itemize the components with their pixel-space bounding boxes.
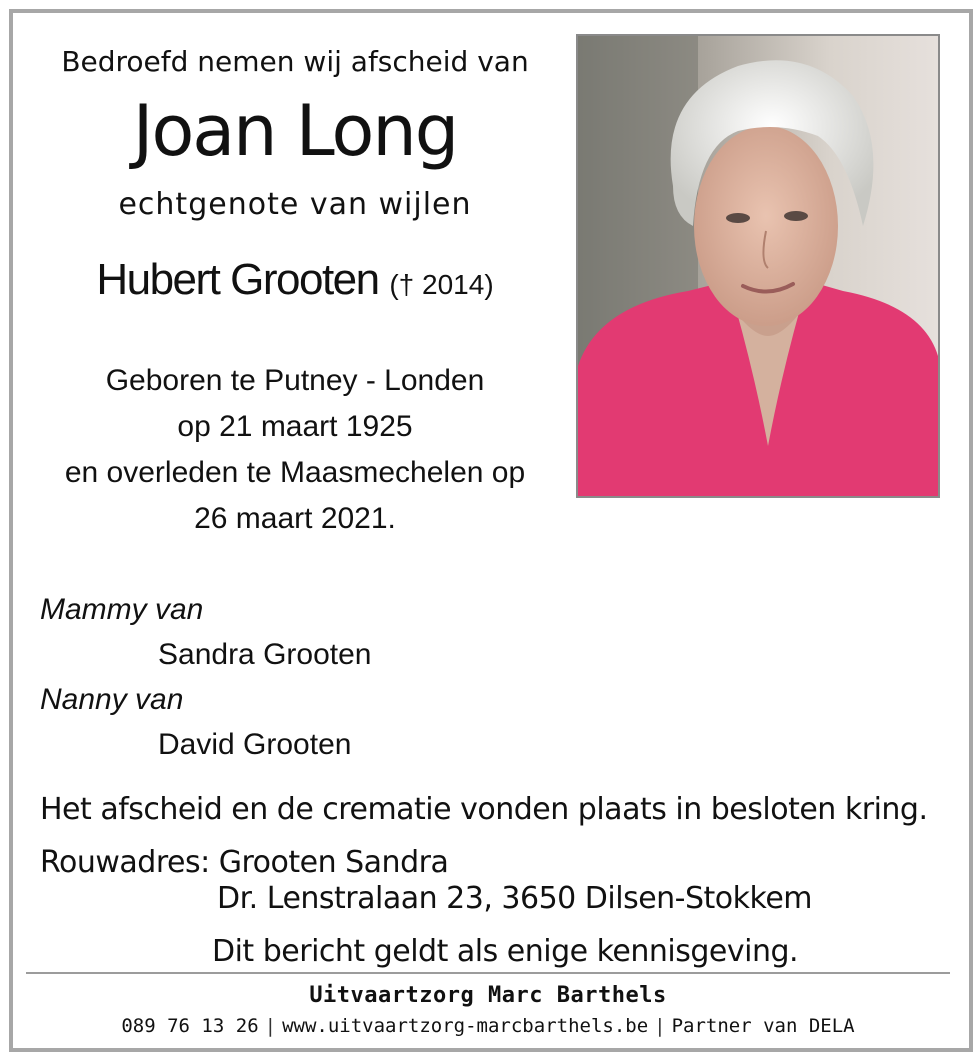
address-label: Rouwadres: Grooten Sandra [40,845,449,880]
spouse-name: Hubert Grooten [96,255,379,304]
funeral-company: Uitvaartzorg Marc Barthels [309,983,667,1008]
footer-separator: | [264,1015,277,1037]
notice-note: Dit bericht geldt als enige kennisgeving. [212,934,799,969]
footer-divider [26,972,950,974]
ceremony-text: Het afscheid en de crematie vonden plaats in besloten kring. [40,792,928,827]
deceased-name: Joan Long [132,90,458,172]
spouse-lead-text: echtgenote van wijlen [118,187,472,222]
portrait-photo [576,34,940,498]
spouse-line [30,252,560,313]
nanny-label: Nanny van [40,683,184,716]
mammy-child: Sandra Grooten [158,638,372,671]
footer-phone: 089 76 13 26 [121,1015,259,1037]
nanny-child: David Grooten [158,728,352,761]
death-date: 26 maart 2021. [194,502,396,535]
birth-place: Geboren te Putney - Londen [105,364,485,397]
portrait-illustration [578,36,938,496]
address-line: Dr. Lenstralaan 23, 3650 Dilsen-Stokkem [217,881,813,916]
mammy-label: Mammy van [40,593,204,626]
footer-partner: Partner van DELA [671,1015,855,1037]
spouse-death-year: († 2014) [389,269,494,300]
intro-text: Bedroefd nemen wij afscheid van [61,45,529,78]
death-place: en overleden te Maasmechelen op [64,456,526,489]
birth-date: op 21 maart 1925 [177,410,413,443]
footer-separator: | [654,1015,666,1037]
footer-website[interactable]: www.uitvaartzorg-marcbarthels.be [282,1015,649,1037]
footer-contact [26,1012,950,1040]
